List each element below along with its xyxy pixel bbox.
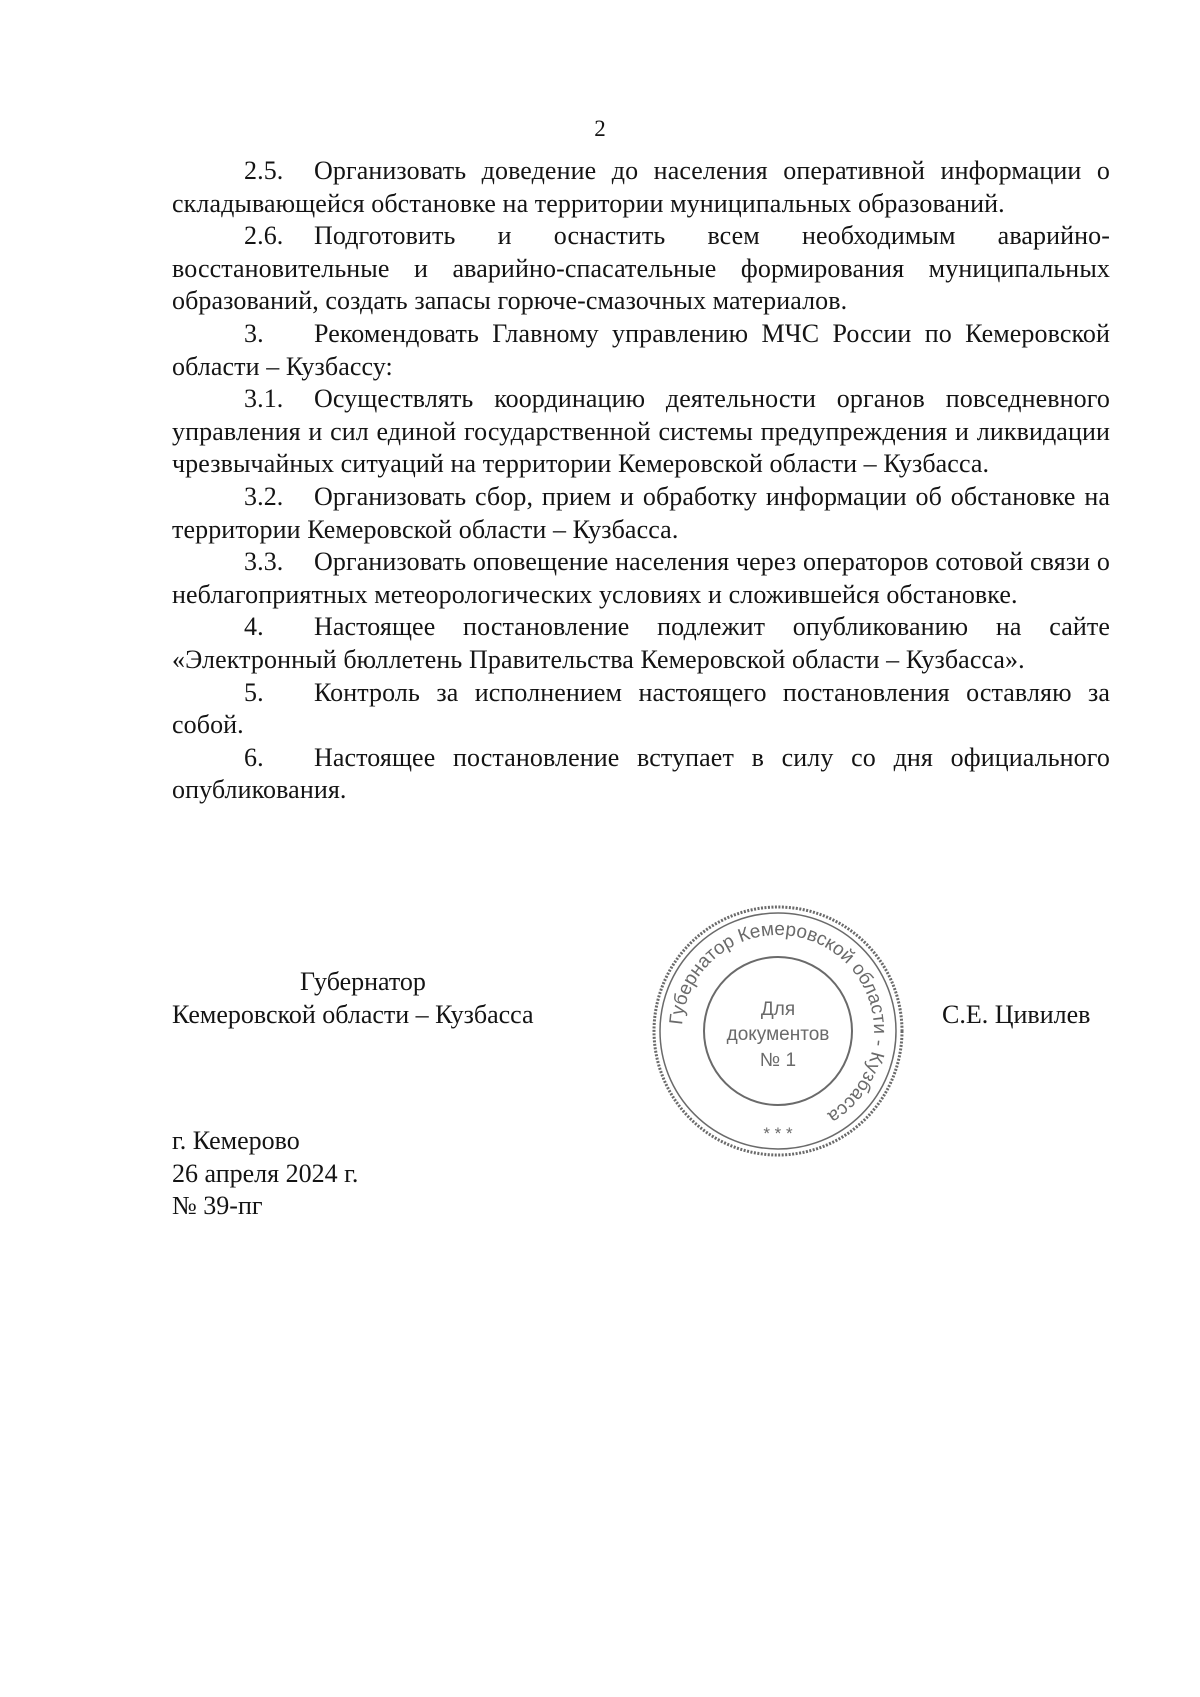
document-number: № 39-пг [172,1191,263,1221]
document-body [172,155,1110,807]
paragraph-number: 5. [244,677,264,707]
signatory-name: С.Е. Цивилев [942,1000,1091,1029]
paragraph-number: 3.3. [244,547,284,577]
paragraph-text: Контроль за исполнением настоящего постановления оставляю за собой. [172,677,1110,740]
paragraph-text: Рекомендовать Главному управлению МЧС России по Кемеровской области – Кузбассу: [172,318,1110,381]
paragraph-text: Подготовить и оснастить всем необходимым аварийно-восстановительные и аварийно-спасательные формирования муниципальных образований, создать запасы горюче-смазочных материалов. [172,221,1110,316]
seal-center-line-1: Для [760,999,796,1020]
paragraph-4 [172,611,1110,676]
document-date: 26 апреля 2024 г. [172,1158,359,1188]
seal-ring-text: Губернатор Кемеровской области - Кузбасса [666,918,891,1128]
paragraph-3-1 [172,383,1110,481]
paragraph-text: Осуществлять координацию деятельности органов повседневного управления и сил единой государственной системы предупреждения и ликвидации чрезвычайных ситуаций на территории Кемеровской области – Кузбасса. [172,384,1110,479]
paragraph-text: Организовать сбор, прием и обработку информации об обстановке на территории Кемеровской области – Кузбасса. [172,481,1110,544]
paragraph-number: 3.1. [244,384,284,414]
paragraph-text: Настоящее постановление подлежит опубликованию на сайте «Электронный бюллетень Правительства Кемеровской области – Кузбасса». [172,612,1110,674]
signatory-title: Губернатор [300,967,426,996]
paragraph-text: Настоящее постановление вступает в силу со дня официального опубликования. [172,742,1110,805]
paragraph-2-5 [172,155,1110,220]
signatory-region: Кемеровской области – Кузбасса [172,1000,534,1029]
paragraph-6 [172,742,1110,807]
paragraph-number: 3.2. [244,481,284,511]
paragraph-number: 6. [244,742,264,772]
paragraph-3-2 [172,481,1110,546]
seal-icon [650,903,906,1159]
paragraph-3-3 [172,546,1110,611]
paragraph-text: Организовать доведение до населения оперативной информации о складывающейся обстановке на территории муниципальных образований. [172,156,1110,218]
paragraph-number: 3. [244,318,264,348]
paragraph-3 [172,318,1110,383]
seal-center-line-3: № 1 [759,1050,797,1071]
document-city: г. Кемерово [172,1126,300,1155]
paragraph-number: 4. [244,612,264,642]
paragraph-text: Организовать оповещение населения через операторов сотовой связи о неблагоприятных метеорологических условиях и сложившейся обстановке. [172,547,1110,609]
paragraph-5 [172,677,1110,742]
official-seal [650,903,906,1159]
seal-center-line-2: документов [726,1024,830,1045]
page-number: 2 [594,116,606,141]
seal-stars: * * * [763,1124,793,1143]
paragraph-number: 2.5. [244,156,284,185]
paragraph-number: 2.6. [244,221,284,251]
place-date-block [172,1125,358,1223]
paragraph-2-6 [172,220,1110,318]
